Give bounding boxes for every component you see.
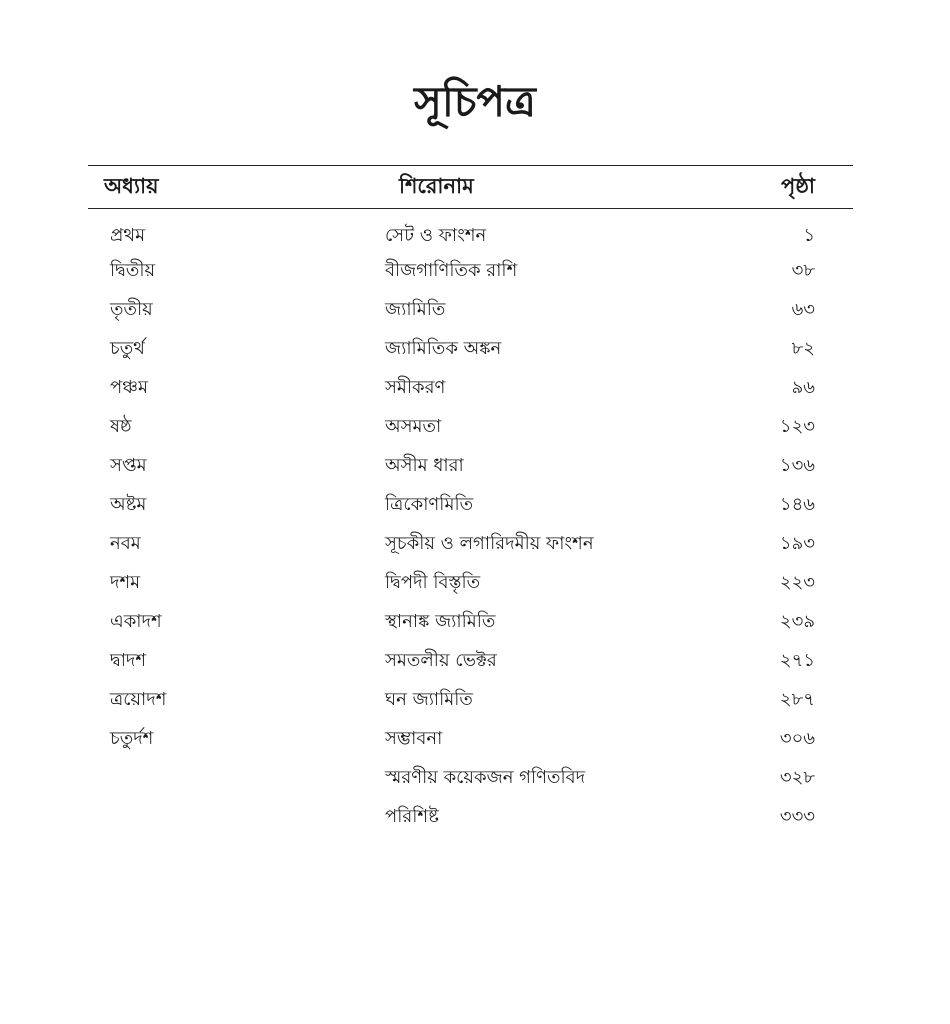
title-cell: ঘন জ্যামিতি — [385, 689, 473, 710]
page-cell: ২৮৭ — [779, 689, 815, 710]
title-cell: স্থানাঙ্ক জ্যামিতি — [385, 611, 496, 632]
page-cell: ২৭১ — [779, 650, 815, 671]
title-cell: সমীকরণ — [385, 377, 446, 398]
table-row — [88, 798, 853, 837]
toc-header-row — [88, 166, 853, 209]
page-cell: ২৩৯ — [779, 611, 815, 632]
page-cell: ২২৩ — [779, 572, 815, 593]
title-cell: বীজগাণিতিক রাশি — [385, 260, 518, 281]
header-title: শিরোনাম — [355, 166, 743, 209]
table-row — [88, 681, 853, 720]
table-row — [88, 330, 853, 369]
title-cell: ত্রিকোণমিতি — [385, 494, 474, 515]
title-cell: সম্ভাবনা — [385, 728, 443, 749]
table-row — [88, 209, 853, 253]
chapter-cell: পঞ্চম — [110, 377, 148, 398]
page-cell: ৩০৬ — [779, 728, 815, 749]
chapter-cell: একাদশ — [110, 611, 162, 632]
page-cell: ৩৩৩ — [779, 806, 815, 827]
chapter-cell: চতুর্দশ — [110, 728, 154, 749]
table-row — [88, 369, 853, 408]
page-cell: ৬৩ — [791, 299, 815, 320]
table-of-contents — [88, 165, 853, 837]
page-cell: ১৯৩ — [779, 533, 815, 554]
table-row — [88, 642, 853, 681]
table-row — [88, 408, 853, 447]
chapter-cell: দ্বাদশ — [110, 650, 147, 671]
page-cell: ১৪৬ — [779, 494, 815, 515]
table-row — [88, 291, 853, 330]
header-page: পৃষ্ঠা — [743, 166, 853, 209]
table-row — [88, 447, 853, 486]
chapter-cell: ষষ্ঠ — [110, 416, 132, 437]
chapter-cell: দ্বিতীয় — [110, 260, 156, 281]
table-row — [88, 564, 853, 603]
title-cell: সমতলীয় ভেক্টর — [385, 650, 497, 671]
page-cell: ৩২৮ — [779, 767, 815, 788]
page-title: সূচিপত্র — [414, 77, 536, 126]
toc-header — [88, 166, 853, 209]
chapter-cell: দশম — [110, 572, 141, 593]
title-cell: সূচকীয় ও লগারিদমীয় ফাংশন — [385, 533, 594, 554]
table-row — [88, 759, 853, 798]
table-row — [88, 486, 853, 525]
chapter-cell — [88, 798, 355, 837]
chapter-cell: প্রথম — [110, 225, 146, 246]
title-cell: অসীম ধারা — [385, 455, 464, 476]
header-chapter: অধ্যায় — [88, 166, 355, 209]
page-cell: ১২৩ — [779, 416, 815, 437]
page-cell: ৩৮ — [791, 260, 815, 281]
title-cell: স্মরণীয় কয়েকজন গণিতবিদ — [385, 767, 586, 788]
chapter-cell — [88, 759, 355, 798]
title-cell: পরিশিষ্ট — [385, 806, 439, 827]
page-cell: ৮২ — [791, 338, 815, 359]
page-cell: ৯৬ — [791, 377, 815, 398]
table-row — [88, 525, 853, 564]
title-cell: জ্যামিতি — [385, 299, 446, 320]
table-row — [88, 603, 853, 642]
page-cell: ১ — [803, 225, 815, 246]
title-cell: সেট ও ফাংশন — [385, 225, 487, 246]
chapter-cell: ত্রয়োদশ — [110, 689, 167, 710]
title-cell: অসমতা — [385, 416, 442, 437]
page-cell: ১৩৬ — [779, 455, 815, 476]
toc-body — [88, 209, 853, 838]
chapter-cell: অষ্টম — [110, 494, 147, 515]
title-cell: জ্যামিতিক অঙ্কন — [385, 338, 502, 359]
chapter-cell: সপ্তম — [110, 455, 147, 476]
chapter-cell: তৃতীয় — [110, 299, 153, 320]
chapter-cell: নবম — [110, 533, 141, 554]
title-cell: দ্বিপদী বিস্তৃতি — [385, 572, 481, 593]
table-row — [88, 252, 853, 291]
chapter-cell: চতুর্থ — [110, 338, 145, 359]
table-row — [88, 720, 853, 759]
